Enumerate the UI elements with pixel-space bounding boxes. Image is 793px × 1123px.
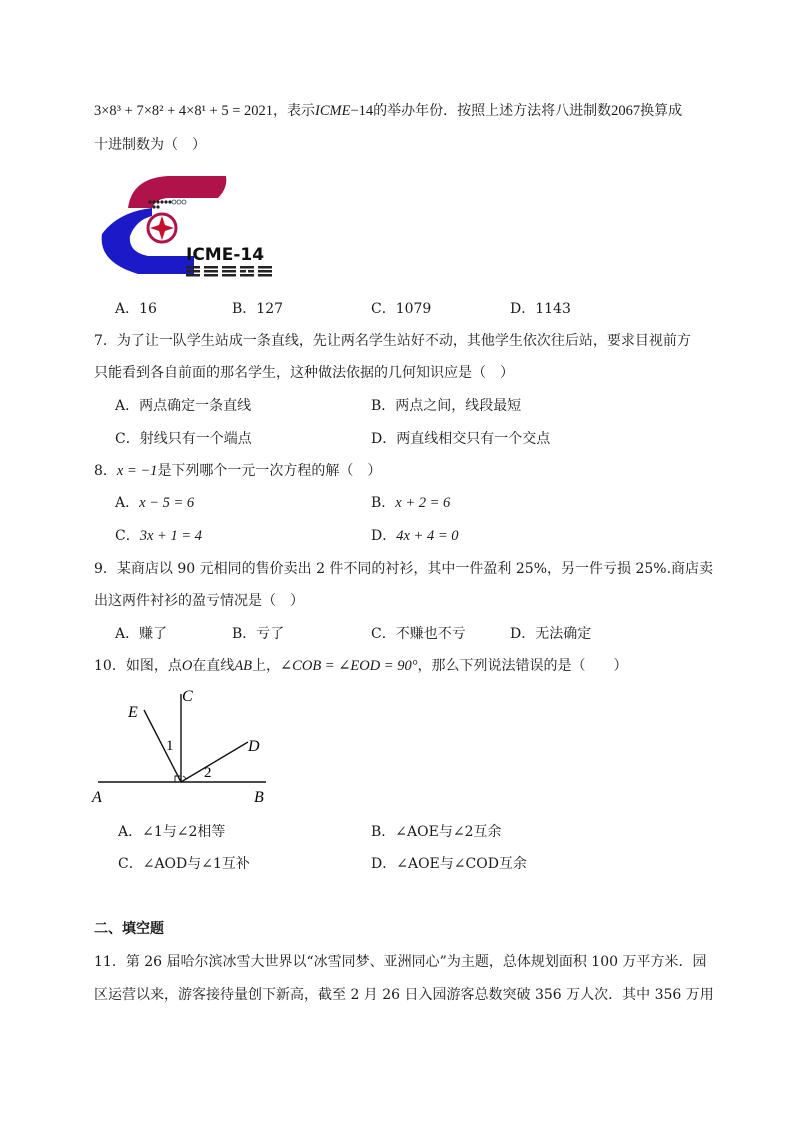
q7-line1: 7．为了让一队学生站成一条直线，先让两名学生站好不动，其他学生依次往后站，要求目视前方 [94, 333, 691, 349]
q8-stem [94, 460, 381, 480]
q6-formula: 3×8³ + 7×8² + 4×8¹ + 5 = 2021 [94, 103, 274, 119]
ray-od [181, 742, 248, 782]
q8-option-a-label: A． [115, 495, 140, 511]
logo-bars [186, 266, 272, 277]
q9-option-a: A．赚了 [115, 626, 168, 642]
q7-line2: 只能看到各自前面的那名学生，这种做法依据的几何知识应是（ ） [94, 365, 514, 381]
q9-option-c: C．不赚也不亏 [371, 626, 466, 642]
q6-line2: 十进制数为（ ） [94, 137, 206, 153]
q7-option-a: A．两点确定一条直线 [115, 398, 252, 414]
q9-option-b: B．亏了 [232, 626, 285, 642]
q8-option-b-label: B． [371, 495, 396, 511]
q8-option-d-math: 4x + 4 = 0 [396, 528, 459, 544]
q6-option-d: D．1143 [510, 301, 571, 317]
q10-option-b-label: B． [371, 824, 396, 840]
q10-option-c [118, 853, 250, 873]
q8-option-d-label: D． [371, 528, 397, 544]
q8-option-d [371, 525, 459, 545]
q10-angles: ∠COB = ∠EOD = 90° [280, 658, 418, 674]
label-a: A [92, 789, 102, 806]
q7-option-b: B．两点之间，线段最短 [371, 398, 522, 414]
q8-option-a [115, 492, 194, 512]
q6-line1 [94, 100, 682, 120]
q6-text-d: 换算成 [640, 103, 683, 119]
q10-suffix: ，那么下列说法错误的是（ ） [417, 658, 628, 674]
q6-text-a: ，表示 [273, 103, 316, 119]
q8-option-a-math: x − 5 = 6 [139, 495, 195, 511]
section-heading-fill-in: 二、填空题 [94, 921, 164, 937]
q10-option-b-text: ∠AOE与∠2互余 [395, 824, 502, 840]
label-c: C [182, 688, 193, 705]
label-angle-2: 2 [204, 765, 212, 781]
q10-prefix: 10．如图，点 [94, 658, 182, 674]
q10-option-d [371, 853, 527, 873]
q10-option-c-label: C． [118, 856, 143, 872]
q8-option-b [371, 492, 450, 512]
q8-option-c-math: 3x + 1 = 4 [139, 528, 202, 544]
q10-option-a-label: A． [118, 824, 143, 840]
q6-icme: ICME [315, 103, 351, 119]
q6-text-c: 的举办年份．按照上述方法将八进制数 [373, 103, 612, 119]
label-b: B [254, 789, 264, 806]
q8-math: x = −1 [116, 463, 158, 479]
q6-option-c: C．1079 [371, 301, 432, 317]
q10-option-c-text: ∠AOD与∠1互补 [142, 856, 250, 872]
q10-option-b [371, 821, 501, 841]
q8-option-c-label: C． [115, 528, 140, 544]
q9-line1: 9．某商店以 90 元相同的售价卖出 2 件不同的衬衫，其中一件盈利 25%，另一件亏损 25%.商店卖 [94, 561, 714, 577]
q8-option-c [115, 525, 202, 545]
q6-option-b: B．127 [232, 301, 284, 317]
q8-prefix: 8． [94, 463, 117, 479]
ray-oe [144, 710, 181, 782]
q10-mid2: 上， [252, 658, 281, 674]
q7-option-c: C．射线只有一个端点 [115, 431, 252, 447]
logo-blue-arc [102, 208, 194, 274]
q6-text-b: −14 [350, 103, 374, 119]
angle-mark [183, 776, 186, 779]
q6-option-a: A．16 [115, 301, 157, 317]
q6-octal-number: 2067 [611, 103, 641, 119]
logo-rings [172, 200, 186, 204]
label-e: E [128, 704, 138, 721]
q8-text: 是下列哪个一元一次方程的解（ ） [157, 463, 382, 479]
q10-option-d-label: D． [371, 856, 397, 872]
q11-line1: 11．第 26 届哈尔滨冰雪大世界以“冰雪同梦、亚洲同心”为主题，总体规划面积 100 万平方米．园 [94, 954, 707, 970]
label-d: D [248, 738, 260, 755]
q11-line2: 区运营以来，游客接待量创下新高，截至 2 月 26 日入园游客总数突破 356 万人次．其中 356 万用 [94, 987, 714, 1003]
q10-mid: 在直线 [192, 658, 235, 674]
q9-line2: 出这两件衬衫的盈亏情况是（ ） [94, 593, 304, 609]
q8-option-b-math: x + 2 = 6 [395, 495, 451, 511]
q10-point: O [181, 658, 193, 674]
q10-stem [94, 655, 628, 675]
icme-14-logo [98, 170, 278, 282]
label-angle-1: 1 [166, 738, 174, 754]
logo-text: ICME-14 [186, 245, 265, 265]
q10-option-a-text: ∠1与∠2相等 [142, 824, 226, 840]
q7-option-d: D．两直线相交只有一个交点 [371, 431, 551, 447]
q10-option-a [118, 821, 225, 841]
q9-option-d: D．无法确定 [510, 626, 592, 642]
q10-figure [90, 686, 280, 810]
q10-line: AB [234, 658, 253, 674]
q10-option-d-text: ∠AOE与∠COD互余 [396, 856, 527, 872]
